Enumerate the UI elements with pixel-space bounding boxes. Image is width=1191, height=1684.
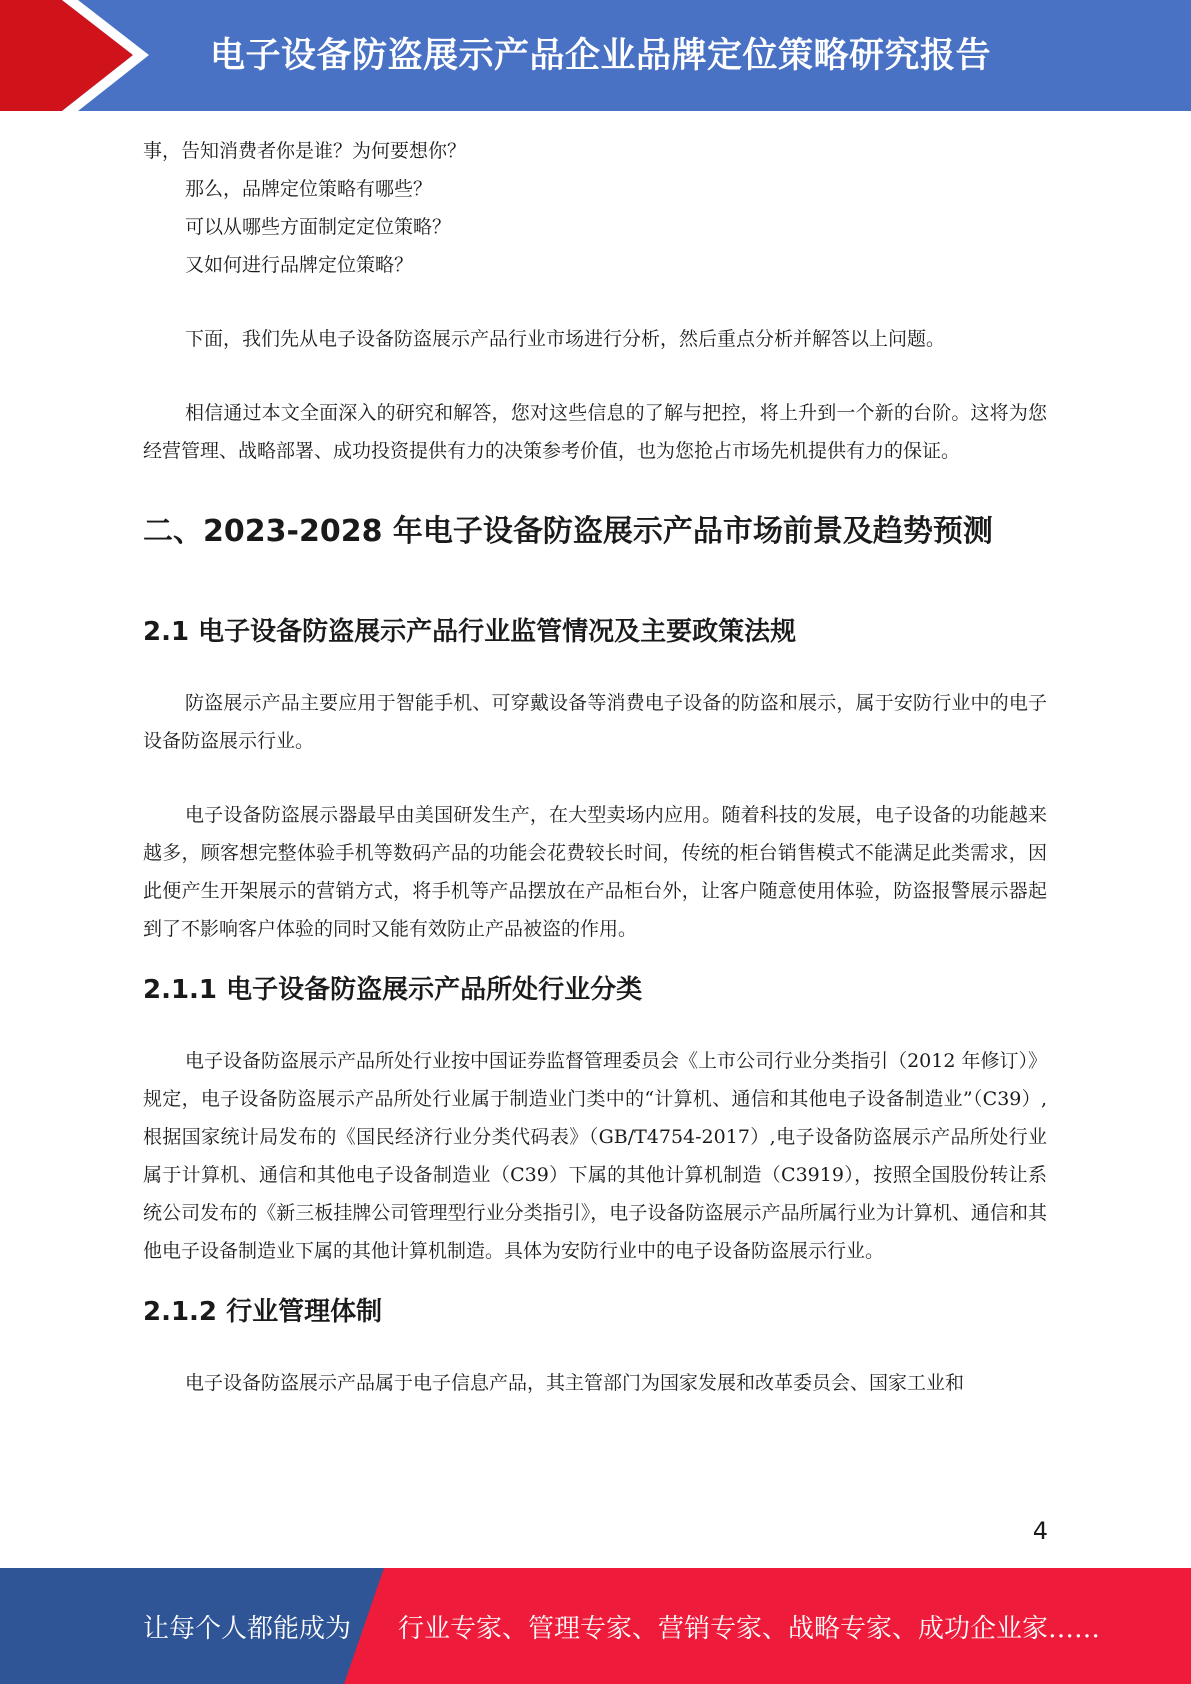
page-header <box>0 0 1191 111</box>
paragraph-2-1-1: 电子设备防盗展示产品所处行业按中国证券监督管理委员会《上市公司行业分类指引（2012 年修订）》规定，电子设备防盗展示产品所处行业属于制造业门类中的“计算机、通信和其他电子设备制造业”（C39）,根据国家统计局发布的《国民经济行业分类代码表》（GB/T4754-2017）,电子设备防盗展示产品所处行业属于计算机、通信和其他电子设备制造业（C39）下属的其他计算机制造（C3919），按照全国股份转让系统公司发布的《新三板挂牌公司管理型行业分类指引》，电子设备防盗展示产品所属行业为计算机、通信和其他电子设备制造业下属的其他计算机制造。具体为安防行业中的电子设备防盗展示行业。 <box>143 1050 1047 1262</box>
page-number: 4 <box>1032 1517 1048 1545</box>
footer-slogan-right: 行业专家、管理专家、营销专家、战略专家、成功企业家…… <box>398 1614 1101 1644</box>
subsection-heading-2-1-2: 2.1.2 行业管理体制 <box>143 1297 383 1327</box>
subsection-heading-2-1: 2.1 电子设备防盗展示产品行业监管情况及主要政策法规 <box>143 617 797 647</box>
paragraph-2-1-b: 电子设备防盗展示器最早由美国研发生产，在大型卖场内应用。随着科技的发展，电子设备的功能越来越多，顾客想完整体验手机等数码产品的功能会花费较长时间，传统的柜台销售模式不能满足此类需求，因此便产生开架展示的营销方式，将手机等产品摆放在产品柜台外，让客户随意使用体验，防盗报警展示器起到了不影响客户体验的同时又能有效防止产品被盗的作用。 <box>143 804 1047 940</box>
section-heading: 二、2023-2028 年电子设备防盗展示产品市场前景及趋势预测 <box>143 514 993 549</box>
document-body <box>143 132 1047 1402</box>
question-3: 又如何进行品牌定位策略？ <box>185 254 414 276</box>
question-2: 可以从哪些方面制定定位策略？ <box>185 216 452 238</box>
subsection-heading-2-1-1: 2.1.1 电子设备防盗展示产品所处行业分类 <box>143 975 643 1005</box>
footer-slogan-left: 让每个人都能成为 <box>143 1614 352 1644</box>
paragraph-2-1-a: 防盗展示产品主要应用于智能手机、可穿戴设备等消费电子设备的防盗和展示，属于安防行业中的电子设备防盗展示行业。 <box>143 692 1047 752</box>
report-title: 电子设备防盗展示产品企业品牌定位策略研究报告 <box>210 36 992 76</box>
paragraph-intro: 事，告知消费者你是谁？为何要想你？ <box>143 140 467 162</box>
paragraph-2-1-2: 电子设备防盗展示产品属于电子信息产品，其主管部门为国家发展和改革委员会、国家工业和 <box>185 1372 965 1394</box>
paragraph-analysis: 下面，我们先从电子设备防盗展示产品行业市场进行分析，然后重点分析并解答以上问题。 <box>185 328 946 350</box>
question-1: 那么，品牌定位策略有哪些？ <box>185 178 433 200</box>
paragraph-value: 相信通过本文全面深入的研究和解答，您对这些信息的了解与把控，将上升到一个新的台阶。这将为您经营管理、战略部署、成功投资提供有力的决策参考价值，也为您抢占市场先机提供有力的保证。 <box>143 402 1047 462</box>
page-footer <box>0 1568 1191 1684</box>
